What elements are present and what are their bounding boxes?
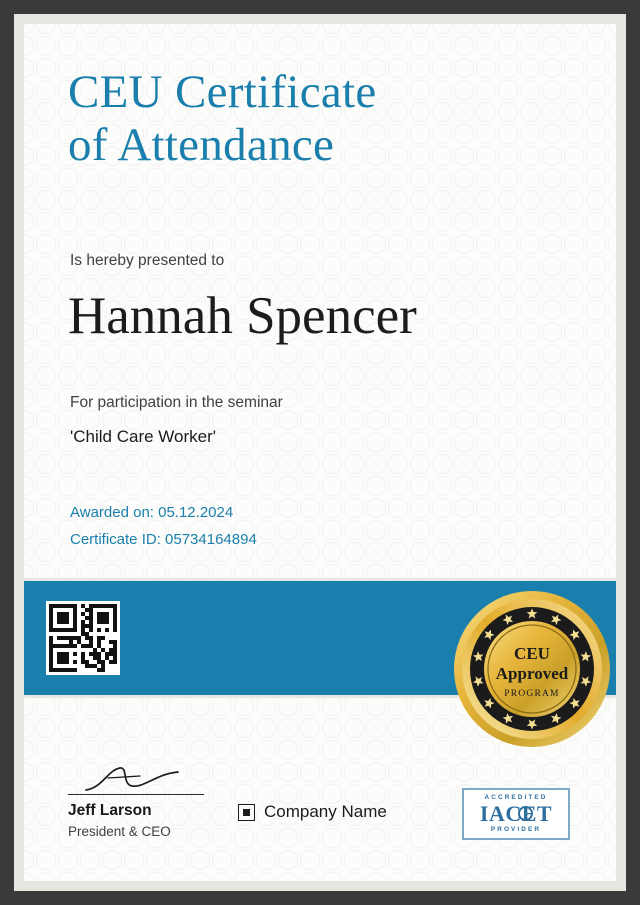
awarded-on-text: Awarded on: 05.12.2024 [70,504,234,521]
seminar-name: 'Child Care Worker' [70,427,216,446]
certificate-content [24,24,616,881]
certificate-inner-area [24,24,616,881]
company-logo-icon [238,804,255,821]
certificate-title-line-1: CEU Certificate [68,66,377,118]
participation-label: For participation in the seminar [70,394,283,411]
iacet-acronym: IACET [479,801,553,826]
seal-line-1: CEU [514,644,550,663]
signatory-role: President & CEO [68,824,171,839]
certificate-outer-mat [14,14,626,891]
qr-code-icon[interactable] [46,601,120,675]
band-top-divider [24,578,616,581]
recipient-name: Hannah Spencer [68,287,417,345]
signature-icon [82,762,192,796]
iacet-mid-text [480,803,552,825]
seal-line-2: Approved [495,664,569,683]
certificate-title [68,66,568,171]
signature-line [68,794,204,795]
seal-line-3: PROGRAM [504,689,560,699]
iacet-badge-icon [462,788,570,840]
iacet-ring-icon [518,806,533,821]
signatory-name: Jeff Larson [68,802,152,819]
iacet-top-text: ACCREDITED [484,793,548,801]
presented-to-label: Is hereby presented to [70,252,225,269]
certificate-title-line-2: of Attendance [68,118,335,171]
company-block [238,802,387,822]
gold-seal-icon [452,589,612,749]
iacet-bottom-text: PROVIDER [490,826,542,833]
company-name-label: Company Name [264,802,387,821]
certificate-id-text: Certificate ID: 05734164894 [70,531,257,548]
qr-code-grid [49,604,117,672]
